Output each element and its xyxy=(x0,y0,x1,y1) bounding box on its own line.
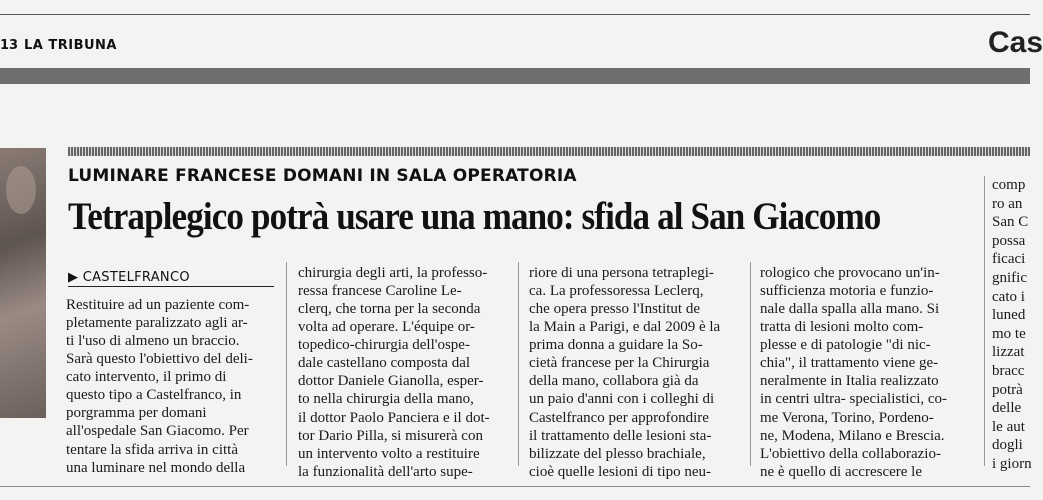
article-text-line: Restituire ad un paziente com- xyxy=(66,297,250,313)
article-text-line: della mano, collabora già da xyxy=(529,373,699,390)
byline-box xyxy=(68,268,274,287)
article-text-line: luned xyxy=(992,307,1026,324)
hatch-rule xyxy=(68,147,1030,156)
article-text-line: gnific xyxy=(992,269,1027,286)
article-text-line: il dottor Paolo Panciera e il dot- xyxy=(298,409,490,426)
article-text-line: cietà francese per la Chirurgia xyxy=(529,355,710,372)
article-text-line: una luminare nel mondo della xyxy=(66,459,246,476)
top-rule xyxy=(0,14,1030,15)
article-text-line: clerq, che torna per la seconda xyxy=(298,301,481,318)
article-text-line: cioè quelle lesioni di tipo neu- xyxy=(529,463,712,480)
article-text-line: chirurgia degli arti, la professo- xyxy=(298,265,488,281)
article-text-line: dottor Daniele Gianolla, esper- xyxy=(298,373,484,390)
article-text-line: possa xyxy=(992,232,1026,249)
article-text-line: questo tipo a Castelfranco, in xyxy=(66,387,242,404)
article-text-line: tentare la sfida arriva in città xyxy=(66,441,238,458)
section-title: Cas xyxy=(988,26,1043,59)
article-text-line: mo te xyxy=(992,325,1026,342)
article-column-3 xyxy=(529,264,720,481)
article-text-line: to nella chirurgia della mano, xyxy=(298,391,474,408)
column-separator xyxy=(984,176,985,466)
page-number: 13 xyxy=(0,38,19,53)
article-text-line: Sarà questo l'obiettivo del deli- xyxy=(66,351,253,368)
article-text-line: la funzionalità dell'arto supe- xyxy=(298,463,473,480)
article-text-line: il trattamento delle lesioni sta- xyxy=(529,427,712,444)
bottom-rule xyxy=(0,486,1030,487)
article-text-line: nale dalla spalla alla mano. Si xyxy=(760,301,940,318)
article-text-line: riore di una persona tetraplegi- xyxy=(529,265,714,281)
article-text-line: plesse e di patologie "di nic- xyxy=(760,337,931,354)
article-text-line: ne, Modena, Milano e Brescia. xyxy=(760,427,945,444)
article-column-2 xyxy=(298,264,490,481)
column-separator xyxy=(750,262,751,466)
article-text-line: dogli xyxy=(992,437,1023,454)
article-text-line: volta ad operare. L'équipe or- xyxy=(298,319,475,336)
article-text-line: in centri ultra- specialistici, co- xyxy=(760,391,948,408)
article-text-line: rologico che provocano un'in- xyxy=(760,265,940,281)
article-text-line: topedico-chirurgia dell'ospe- xyxy=(298,337,470,354)
article-text-line: tratta di lesioni molto com- xyxy=(760,319,924,336)
article-text-line: i giorn xyxy=(992,455,1032,472)
article-text-line: me Verona, Torino, Pordeno- xyxy=(760,409,934,426)
article-text-line: L'obiettivo della collaborazio- xyxy=(760,445,941,462)
article-text-line: San C xyxy=(992,214,1029,231)
header-bar xyxy=(0,68,1030,84)
article-text-line: pletamente paralizzato agli ar- xyxy=(66,315,248,332)
article-text-line: neralmente in Italia realizzato xyxy=(760,373,939,390)
article-column-4 xyxy=(760,264,947,481)
article-text-line: ro an xyxy=(992,195,1023,212)
article-text-line: Castelfranco per approfondire xyxy=(529,409,709,426)
article-overline: LUMINARE FRANCESE DOMANI IN SALA OPERATORIA xyxy=(68,166,577,186)
article-headline: Tetraplegico potrà usare una mano: sfida al San Giacomo xyxy=(68,195,881,238)
article-text-line: ressa francese Caroline Le- xyxy=(298,283,462,300)
article-text-line: ca. La professoressa Leclerq, xyxy=(529,283,704,300)
article-column-1 xyxy=(66,296,253,477)
article-text-line: delle xyxy=(992,400,1022,417)
article-text-line: chia", il trattamento viene ge- xyxy=(760,355,939,372)
article-text-line: bilizzate del plesso brachiale, xyxy=(529,445,706,462)
article-text-line: che opera presso l'Institut de xyxy=(529,301,700,318)
article-text-line: cato i xyxy=(992,288,1025,305)
article-text-line: ficaci xyxy=(992,251,1026,268)
article-text-line: all'ospedale San Giacomo. Per xyxy=(66,423,249,440)
byline: ▶ CASTELFRANCO xyxy=(68,270,190,285)
article-text-line: un intervento volto a restituire xyxy=(298,445,480,462)
article-text-line: lizzat xyxy=(992,344,1025,361)
article-text-line: le aut xyxy=(992,418,1025,435)
article-text-line: un paio d'anni con i colleghi di xyxy=(529,391,715,408)
article-text-line: sufficienza motoria e funzio- xyxy=(760,283,934,300)
byline-location: CASTELFRANCO xyxy=(82,270,190,285)
newspaper-name: LA TRIBUNA xyxy=(24,38,117,53)
article-column-5-partial xyxy=(992,176,1032,474)
article-text-line: cato intervento, il primo di xyxy=(66,369,227,386)
article-text-line: ti l'uso di almeno un braccio. xyxy=(66,333,240,350)
article-text-line: porgramma per domani xyxy=(66,405,207,422)
article-text-line: ne è quello di accrescere le xyxy=(760,463,922,480)
article-text-line: tor Dario Pilla, si misurerà con xyxy=(298,427,483,444)
column-separator xyxy=(286,262,287,466)
article-photo xyxy=(0,148,46,418)
article-text-line: comp xyxy=(992,177,1026,193)
article-text-line: bracc xyxy=(992,362,1025,379)
article-text-line: la Main a Parigi, e dal 2009 è la xyxy=(529,319,721,336)
column-separator xyxy=(518,262,519,466)
article-text-line: potrà xyxy=(992,381,1023,398)
article-text-line: dale castellano composta dal xyxy=(298,355,471,372)
article-text-line: prima donna a guidare la So- xyxy=(529,337,703,354)
